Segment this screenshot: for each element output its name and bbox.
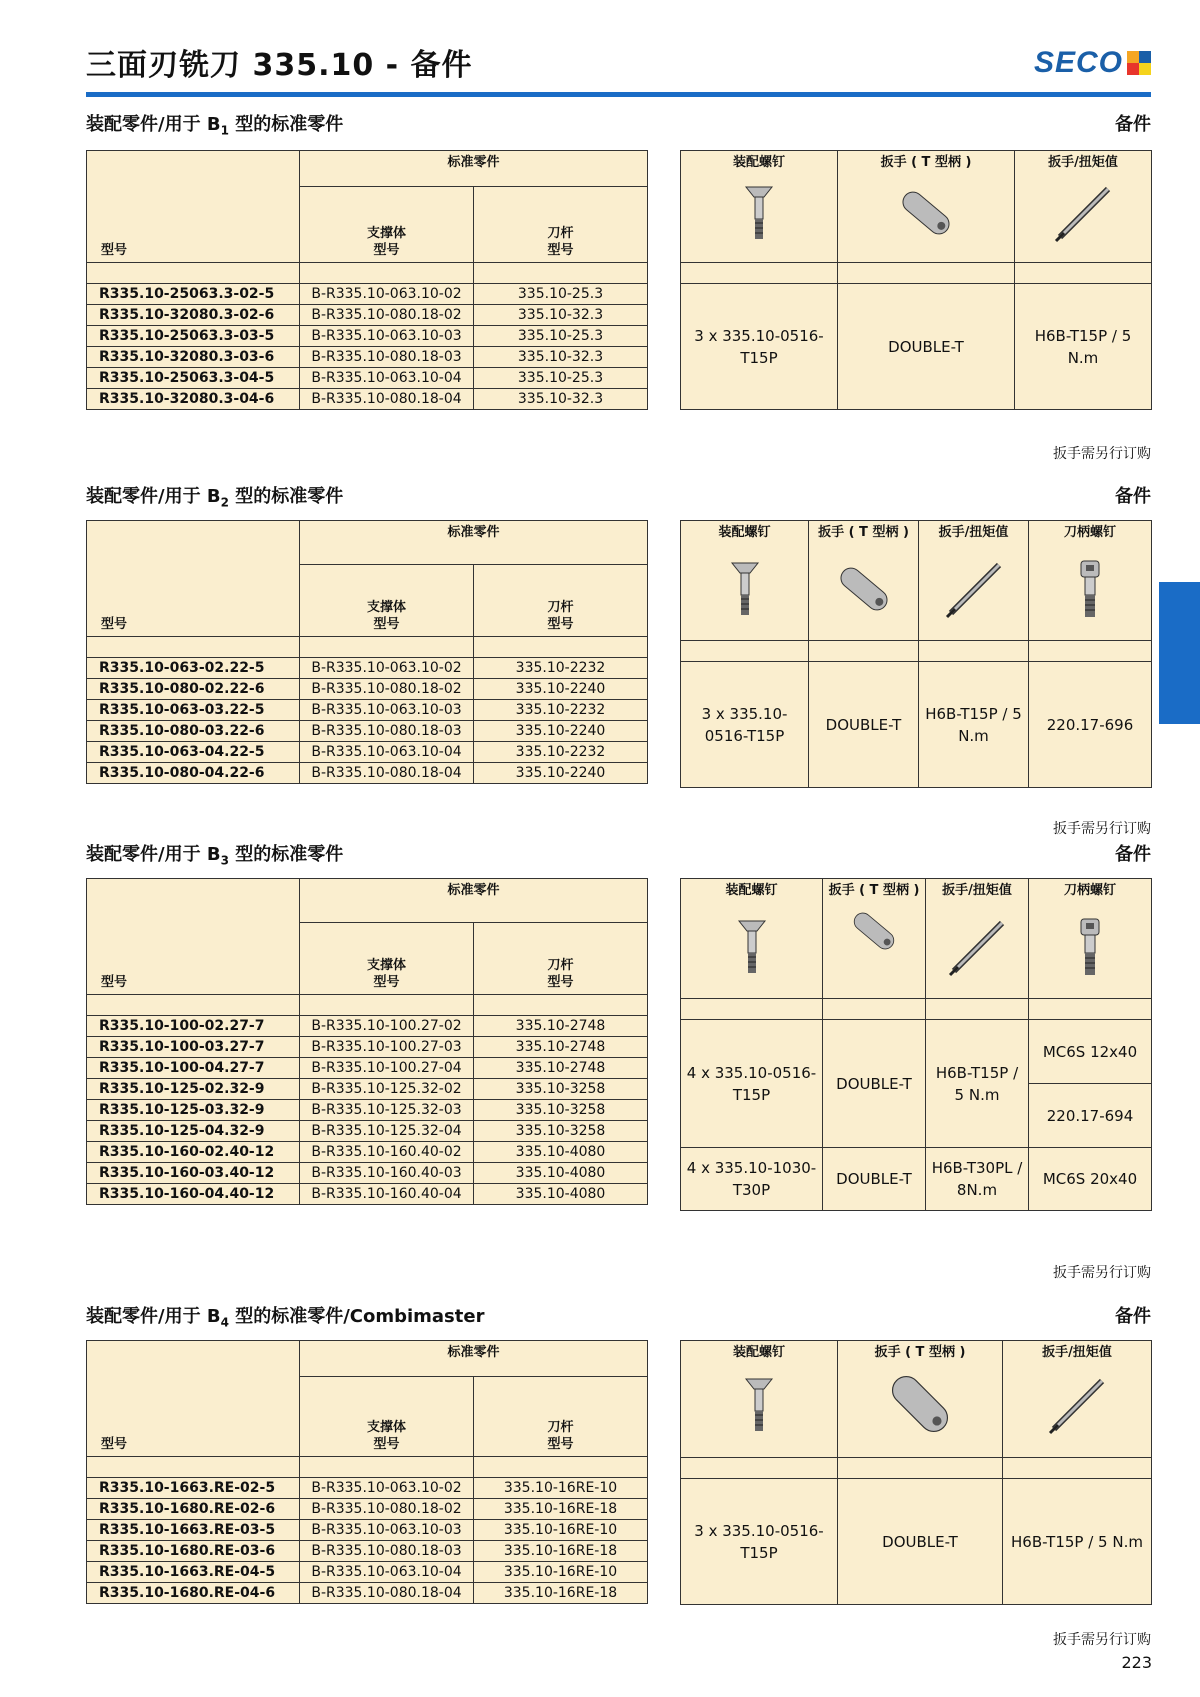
table-row: R335.10-100-02.27-7 B-R335.10-100.27-02 335.10-2748 [87,1016,648,1037]
holder-screw-value: 220.17-694 [1029,1084,1152,1148]
table-row: R335.10-160-03.40-12 B-R335.10-160.40-03 335.10-4080 [87,1163,648,1184]
holder-screw-value: MC6S 20x40 [1029,1148,1152,1211]
torque-value: H6B-T15P / 5 N.m [1015,284,1152,410]
torque-wrench-icon [942,917,1012,977]
footnote: 扳手需另行订购 [1053,446,1151,462]
table-row: R335.10-080-02.22-6 B-R335.10-080.18-02 335.10-2240 [87,679,648,700]
spare-parts-label: 备件 [1115,844,1151,865]
screw-header: 装配螺钉 [681,521,809,641]
section-title: 装配零件/用于 $B_3$ 型的标准零件 [86,844,344,868]
table-row: R335.10-32080.3-02-6 B-R335.10-080.18-02 335.10-32.3 [87,305,648,326]
page-title: 三面刃铣刀 335.10 - 备件 [86,48,473,83]
standard-parts-table [86,1340,648,1604]
t-wrench-value: DOUBLE-T [823,1020,926,1148]
arbor-header: 刀杆 型号 [474,923,648,995]
seco-logo [1034,46,1151,80]
table-row: R335.10-25063.3-03-5 B-R335.10-063.10-03 335.10-25.3 [87,326,648,347]
t-wrench-header: 扳手 ( T 型柄 ) [838,1341,1003,1458]
screw-value: 4 x 335.10-1030-T30P [681,1148,823,1211]
table-row: R335.10-32080.3-03-6 B-R335.10-080.18-03 335.10-32.3 [87,347,648,368]
holder-screw-header: 刀柄螺钉 [1029,879,1152,999]
spare-parts-table [680,150,1152,410]
section-b1 [86,110,1151,470]
table-row: R335.10-1663.RE-02-5 B-R335.10-063.10-02 335.10-16RE-10 [87,1478,648,1499]
support-header: 支撑体 型号 [300,1377,474,1457]
screw-value: 3 x 335.10-0516-T15P [681,662,809,788]
spare-parts-label: 备件 [1115,486,1151,507]
spare-parts-table [680,520,1152,788]
holder-screw-value: 220.17-696 [1029,662,1152,788]
torque-wrench-header: 扳手/扭矩值 [1015,151,1152,263]
section-title: 装配零件/用于 $B_1$ 型的标准零件 [86,114,344,138]
holder-screw-icon [1075,917,1105,977]
screw-icon [744,183,774,243]
screw-header: 装配螺钉 [681,879,823,999]
torque-wrench-icon [1042,1375,1112,1435]
table-row: R335.10-063-02.22-5 B-R335.10-063.10-02 335.10-2232 [87,658,648,679]
screw-value: 4 x 335.10-0516-T15P [681,1020,823,1148]
torque-value: H6B-T15P / 5 N.m [926,1020,1029,1148]
page-number: 223 [1121,1653,1152,1672]
group-header: 标准零件 [300,521,648,565]
standard-parts-table [86,520,648,784]
torque-value: H6B-T15P / 5 N.m [919,662,1029,788]
spare-parts-label: 备件 [1115,1306,1151,1327]
t-wrench-icon [891,183,961,243]
t-wrench-value: DOUBLE-T [809,662,919,788]
table-row: R335.10-080-03.22-6 B-R335.10-080.18-03 335.10-2240 [87,721,648,742]
table-row: R335.10-125-03.32-9 B-R335.10-125.32-03 335.10-3258 [87,1100,648,1121]
group-header: 标准零件 [300,1341,648,1377]
footnote: 扳手需另行订购 [1053,1632,1151,1648]
torque-wrench-icon [1048,183,1118,243]
standard-parts-table [86,150,648,410]
spare-parts-table [680,1340,1152,1605]
table-row: R335.10-063-04.22-5 B-R335.10-063.10-04 335.10-2232 [87,742,648,763]
section-b3 [86,840,1151,1280]
table-row: R335.10-1680.RE-04-6 B-R335.10-080.18-04 335.10-16RE-18 [87,1583,648,1604]
arbor-header: 刀杆 型号 [474,187,648,263]
page-header [86,40,1151,98]
table-row: R335.10-080-04.22-6 B-R335.10-080.18-04 335.10-2240 [87,763,648,784]
model-header: 型号 [87,1341,300,1457]
screw-value: 3 x 335.10-0516-T15P [681,284,838,410]
screw-header: 装配螺钉 [681,151,838,263]
support-header: 支撑体 型号 [300,565,474,637]
t-wrench-header: 扳手 ( T 型柄 ) [823,879,926,999]
section-title: 装配零件/用于 $B_4$ 型的标准零件/Combimaster [86,1306,485,1330]
table-row: R335.10-125-04.32-9 B-R335.10-125.32-04 335.10-3258 [87,1121,648,1142]
side-tab [1159,582,1200,724]
t-wrench-icon [829,559,899,619]
t-wrench-icon [880,1367,960,1441]
table-row: R335.10-1663.RE-03-5 B-R335.10-063.10-03 335.10-16RE-10 [87,1520,648,1541]
table-row: R335.10-1663.RE-04-5 B-R335.10-063.10-04 335.10-16RE-10 [87,1562,648,1583]
torque-wrench-header: 扳手/扭矩值 [1003,1341,1152,1458]
table-row: R335.10-1680.RE-03-6 B-R335.10-080.18-03 335.10-16RE-18 [87,1541,648,1562]
section-title: 装配零件/用于 $B_2$ 型的标准零件 [86,486,344,510]
torque-value: H6B-T30PL / 8N.m [926,1148,1029,1211]
table-row: R335.10-125-02.32-9 B-R335.10-125.32-02 335.10-3258 [87,1079,648,1100]
table-row: R335.10-100-03.27-7 B-R335.10-100.27-03 335.10-2748 [87,1037,648,1058]
footnote: 扳手需另行订购 [1053,1265,1151,1281]
section-b2 [86,482,1151,840]
t-wrench-value: DOUBLE-T [823,1148,926,1211]
header-rule [86,92,1151,97]
model-header: 型号 [87,879,300,995]
t-wrench-header: 扳手 ( T 型柄 ) [809,521,919,641]
t-wrench-header: 扳手 ( T 型柄 ) [838,151,1015,263]
screw-icon [730,559,760,619]
table-row: R335.10-1680.RE-02-6 B-R335.10-080.18-02 335.10-16RE-18 [87,1499,648,1520]
t-wrench-value: DOUBLE-T [838,1479,1003,1605]
model-header: 型号 [87,521,300,637]
table-row: R335.10-160-04.40-12 B-R335.10-160.40-04 335.10-4080 [87,1184,648,1205]
screw-icon [737,917,767,977]
section-b4 [86,1302,1151,1652]
table-row: R335.10-063-03.22-5 B-R335.10-063.10-03 335.10-2232 [87,700,648,721]
arbor-header: 刀杆 型号 [474,565,648,637]
group-header: 标准零件 [300,151,648,187]
model-header: 型号 [87,151,300,263]
t-wrench-value: DOUBLE-T [838,284,1015,410]
screw-header: 装配螺钉 [681,1341,838,1458]
screw-value: 3 x 335.10-0516-T15P [681,1479,838,1605]
t-wrench-icon [844,903,904,959]
torque-value: H6B-T15P / 5 N.m [1003,1479,1152,1605]
table-row: R335.10-160-02.40-12 B-R335.10-160.40-02 335.10-4080 [87,1142,648,1163]
support-header: 支撑体 型号 [300,187,474,263]
table-row: R335.10-25063.3-02-5 B-R335.10-063.10-02 335.10-25.3 [87,284,648,305]
holder-screw-header: 刀柄螺钉 [1029,521,1152,641]
logo-mark-icon [1127,51,1151,75]
support-header: 支撑体 型号 [300,923,474,995]
table-row: R335.10-32080.3-04-6 B-R335.10-080.18-04 335.10-32.3 [87,389,648,410]
spare-parts-table [680,878,1152,1211]
torque-wrench-icon [939,559,1009,619]
table-row: R335.10-25063.3-04-5 B-R335.10-063.10-04 335.10-25.3 [87,368,648,389]
standard-parts-table [86,878,648,1205]
holder-screw-icon [1075,559,1105,619]
torque-wrench-header: 扳手/扭矩值 [919,521,1029,641]
spare-parts-label: 备件 [1115,114,1151,135]
screw-icon [744,1375,774,1435]
footnote: 扳手需另行订购 [1053,821,1151,837]
table-row: R335.10-100-04.27-7 B-R335.10-100.27-04 335.10-2748 [87,1058,648,1079]
holder-screw-value: MC6S 12x40 [1029,1020,1152,1084]
group-header: 标准零件 [300,879,648,923]
logo-text: SECO [1033,46,1123,79]
torque-wrench-header: 扳手/扭矩值 [926,879,1029,999]
arbor-header: 刀杆 型号 [474,1377,648,1457]
